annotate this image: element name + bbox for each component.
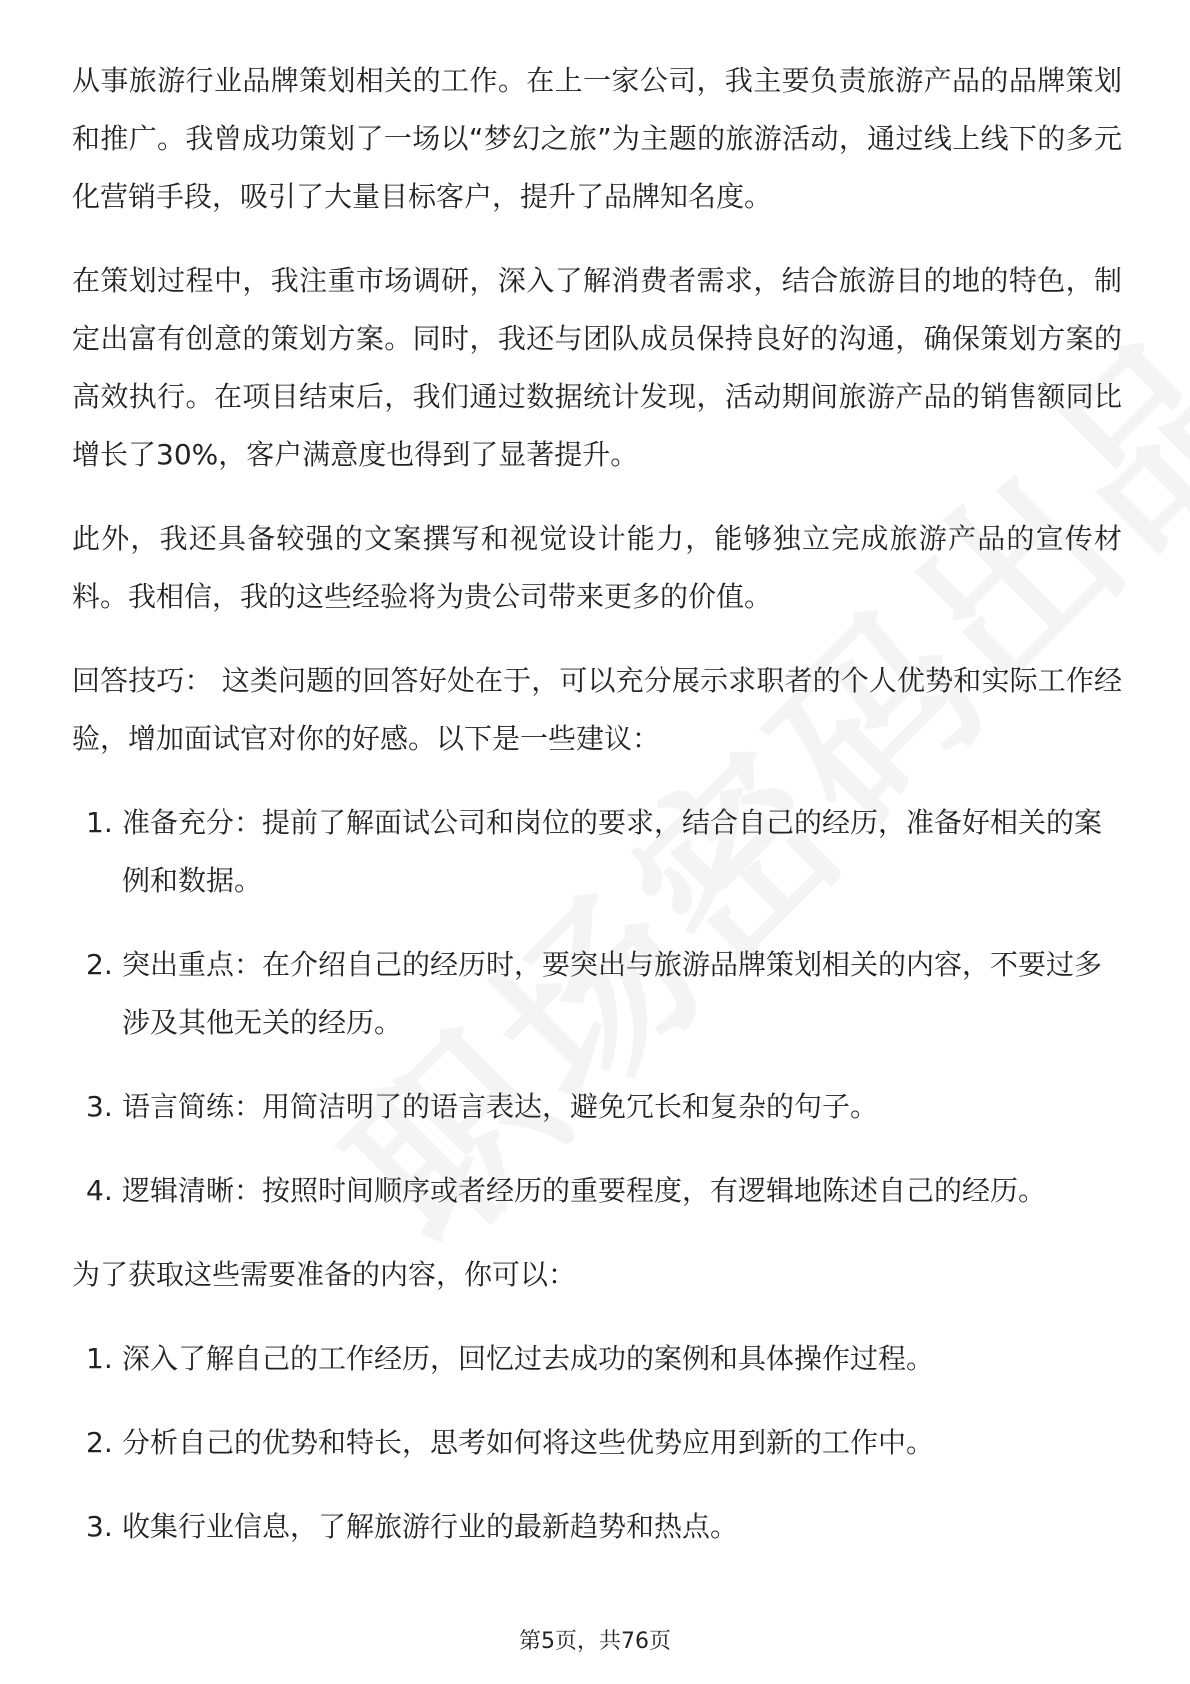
list-number: 4. xyxy=(86,1174,113,1207)
list-item-text: 深入了解自己的工作经历，回忆过去成功的案例和具体操作过程。 xyxy=(122,1342,935,1375)
list-number: 1. xyxy=(86,1342,113,1375)
document-body xyxy=(72,52,1122,1582)
list-item-text: 收集行业信息，了解旅游行业的最新趋势和热点。 xyxy=(122,1510,739,1543)
list-item xyxy=(72,1078,1122,1136)
list-item xyxy=(72,1162,1122,1220)
page-number-footer: 第5页，共76页 xyxy=(519,1629,671,1654)
paragraph-prep-intro: 为了获取这些需要准备的内容，你可以： xyxy=(72,1258,577,1291)
list-item xyxy=(72,1414,1122,1472)
list-item-text: 分析自己的优势和特长，思考如何将这些优势应用到新的工作中。 xyxy=(122,1426,935,1459)
list-number: 3. xyxy=(86,1510,113,1543)
list-number: 2. xyxy=(86,948,113,981)
paragraph-skills: 此外，我还具备较强的文案撰写和视觉设计能力，能够独立完成旅游产品的宣传材料。我相信，我的这些经验将为贵公司带来更多的价值。 xyxy=(72,522,1122,613)
tips-list xyxy=(72,794,1122,1220)
list-item xyxy=(72,936,1122,1052)
list-item-text: 语言简练：用简洁明了的语言表达，避免冗长和复杂的句子。 xyxy=(122,1090,879,1123)
list-item-text: 逻辑清晰：按照时间顺序或者经历的重要程度，有逻辑地陈述自己的经历。 xyxy=(122,1174,1047,1207)
list-item xyxy=(72,794,1122,910)
list-item-text: 准备充分：提前了解面试公司和岗位的要求，结合自己的经历，准备好相关的案例和数据。 xyxy=(122,806,1103,897)
list-number: 3. xyxy=(86,1090,113,1123)
paragraph-answer-tips: 回答技巧： 这类问题的回答好处在于，可以充分展示求职者的个人优势和实际工作经验，增加面试官对你的好感。以下是一些建议： xyxy=(72,664,1122,755)
paragraph-planning-process: 在策划过程中，我注重市场调研，深入了解消费者需求，结合旅游目的地的特色，制定出富有创意的策划方案。同时，我还与团队成员保持良好的沟通，确保策划方案的高效执行。在项目结束后，我们通过数据统计发现，活动期间旅游产品的销售额同比增长了30%，客户满意度也得到了显著提升。 xyxy=(72,264,1122,471)
list-item-text: 突出重点：在介绍自己的经历时，要突出与旅游品牌策划相关的内容，不要过多涉及其他无关的经历。 xyxy=(122,948,1103,1039)
list-number: 1. xyxy=(86,806,113,839)
prep-steps-list xyxy=(72,1330,1122,1556)
list-item xyxy=(72,1330,1122,1388)
list-item xyxy=(72,1498,1122,1556)
paragraph-experience: 从事旅游行业品牌策划相关的工作。在上一家公司，我主要负责旅游产品的品牌策划和推广。我曾成功策划了一场以“梦幻之旅”为主题的旅游活动，通过线上线下的多元化营销手段，吸引了大量目标客户，提升了品牌知名度。 xyxy=(72,64,1122,213)
list-number: 2. xyxy=(86,1426,113,1459)
